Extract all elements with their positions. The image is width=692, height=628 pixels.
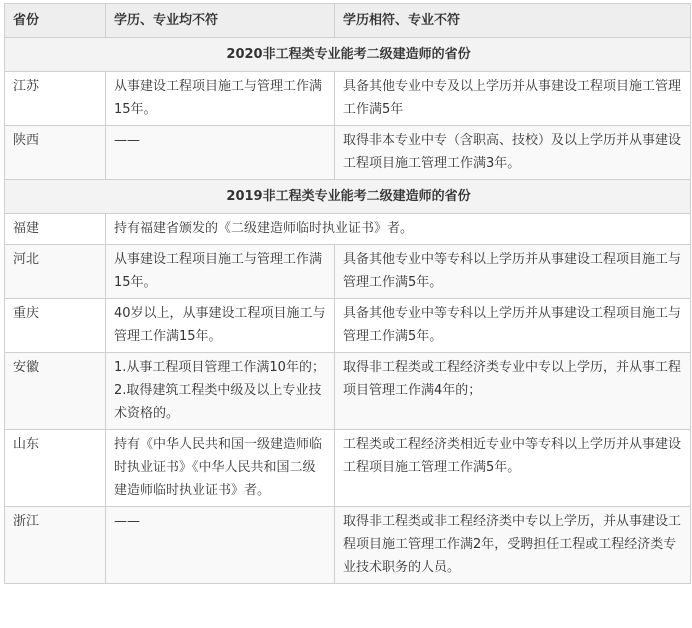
degree-match-cell: 具备其他专业中等专科以上学历并从事建设工程项目施工与管理工作满5年。: [335, 299, 691, 353]
province-cell: 山东: [5, 430, 106, 507]
degree-match-cell: 具备其他专业中等专科以上学历并从事建设工程项目施工与管理工作满5年。: [335, 245, 691, 299]
table-row: [5, 126, 691, 180]
mismatch-both-cell: 从事建设工程项目施工与管理工作满15年。: [106, 72, 335, 126]
mismatch-both-cell: 1.从事工程项目管理工作满10年的；2.取得建筑工程类中级及以上专业技术资格的。: [106, 353, 335, 430]
table-row: [5, 299, 691, 353]
province-cell: 河北: [5, 245, 106, 299]
section-title-row: [5, 180, 691, 214]
degree-match-cell: 工程类或工程经济类相近专业中等专科以上学历并从事建设工程项目施工管理工作满5年。: [335, 430, 691, 507]
degree-match-cell: 取得非本专业中专（含职高、技校）及以上学历并从事建设工程项目施工管理工作满3年。: [335, 126, 691, 180]
header-row: [5, 4, 691, 38]
province-cell: 福建: [5, 214, 106, 245]
section-title-row: [5, 38, 691, 72]
province-cell: 安徽: [5, 353, 106, 430]
mismatch-both-cell: 40岁以上，从事建设工程项目施工与管理工作满15年。: [106, 299, 335, 353]
table-row: [5, 353, 691, 430]
header-degree-match: 学历相符、专业不符: [335, 4, 691, 38]
degree-match-cell: 具备其他专业中专及以上学历并从事建设工程项目施工管理工作满5年: [335, 72, 691, 126]
province-cell: 陕西: [5, 126, 106, 180]
header-mismatch-both: 学历、专业均不符: [106, 4, 335, 38]
merged-requirement-cell: 持有福建省颁发的《二级建造师临时执业证书》者。: [106, 214, 691, 245]
qualification-table: [4, 3, 691, 584]
header-province: 省份: [5, 4, 106, 38]
degree-match-cell: 取得非工程类或工程经济类专业中专以上学历，并从事工程项目管理工作满4年的；: [335, 353, 691, 430]
mismatch-both-cell: 从事建设工程项目施工与管理工作满15年。: [106, 245, 335, 299]
province-cell: 浙江: [5, 507, 106, 584]
table-row: [5, 72, 691, 126]
table-row: [5, 245, 691, 299]
degree-match-cell: 取得非工程类或非工程经济类中专以上学历，并从事建设工程项目施工管理工作满2年，受聘担任工程或工程经济类专业技术职务的人员。: [335, 507, 691, 584]
province-cell: 重庆: [5, 299, 106, 353]
province-cell: 江苏: [5, 72, 106, 126]
table-row: [5, 507, 691, 584]
mismatch-both-cell: ——: [106, 126, 335, 180]
table-row: [5, 430, 691, 507]
section-title-2020: 2020非工程类专业能考二级建造师的省份: [5, 38, 691, 72]
table-row: [5, 214, 691, 245]
mismatch-both-cell: 持有《中华人民共和国一级建造师临时执业证书》《中华人民共和国二级建造师临时执业证书》者。: [106, 430, 335, 507]
mismatch-both-cell: ——: [106, 507, 335, 584]
section-title-2019: 2019非工程类专业能考二级建造师的省份: [5, 180, 691, 214]
